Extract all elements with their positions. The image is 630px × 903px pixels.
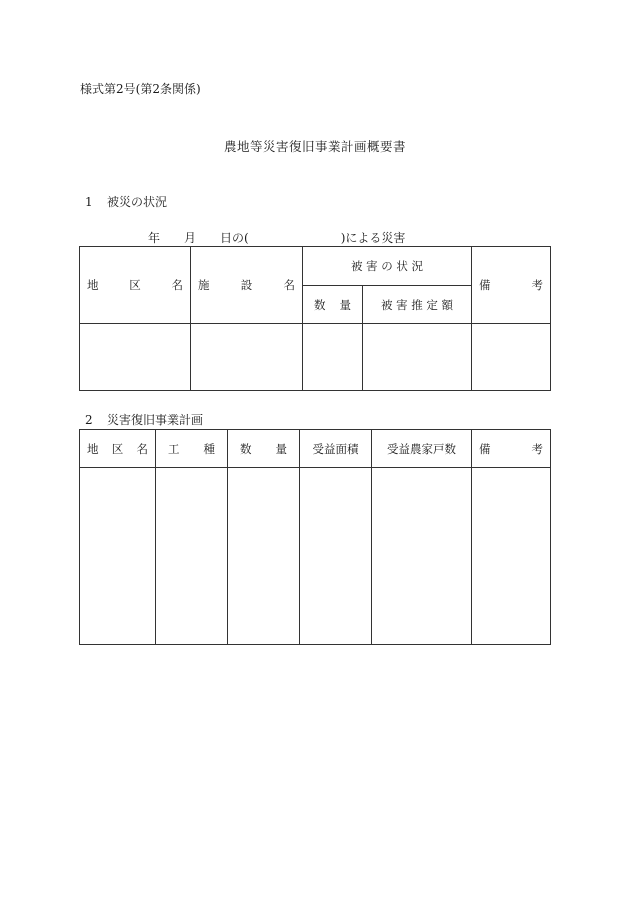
header-char: 工	[168, 441, 180, 456]
damage-status-table	[79, 246, 551, 391]
form-number: 様式第2号(第2条関係)	[80, 82, 201, 96]
header-damage-status-label: 被 害 の 状 況	[350, 259, 424, 273]
header-quantity	[228, 430, 300, 468]
header-char: 数	[314, 297, 326, 312]
section2-title: 災害復旧事業計画	[107, 413, 204, 427]
header-district	[80, 247, 191, 324]
header-char: 考	[531, 441, 543, 456]
header-benefit-area	[300, 430, 372, 468]
header-work-type	[156, 430, 228, 468]
cell-remarks-input[interactable]	[472, 468, 551, 645]
disaster-cause-suffix: )による災害	[340, 231, 406, 245]
header-facility	[191, 247, 303, 324]
header-quantity	[303, 286, 363, 324]
header-damage-status	[303, 247, 472, 286]
header-char: 量	[275, 441, 287, 456]
month-label: 月	[184, 231, 197, 245]
header-benefit-households-label: 受益農家戸数	[387, 441, 456, 456]
header-char: 区	[111, 441, 124, 456]
cell-estimated-damage-input[interactable]	[363, 324, 472, 391]
year-label: 年	[148, 231, 161, 245]
header-char: 地	[87, 278, 99, 292]
header-remarks	[472, 430, 551, 468]
section1-title: 被災の状況	[107, 195, 168, 209]
cell-work-type-input[interactable]	[156, 468, 228, 645]
header-remarks	[472, 247, 551, 324]
header-char: 数	[240, 441, 252, 456]
table-row	[80, 430, 551, 468]
header-char: 区	[129, 278, 141, 292]
cell-benefit-households-input[interactable]	[372, 468, 472, 645]
header-char: 設	[240, 278, 253, 292]
day-label: 日の(	[220, 231, 249, 245]
recovery-plan-table	[79, 429, 551, 645]
header-char: 考	[531, 278, 543, 292]
header-benefit-area-label: 受益面積	[312, 441, 359, 456]
header-benefit-households	[372, 430, 472, 468]
cell-quantity-input[interactable]	[303, 324, 363, 391]
table-row	[80, 468, 551, 645]
header-estimated-damage	[363, 286, 472, 324]
header-char: 名	[171, 278, 183, 292]
header-char: 施	[198, 278, 210, 292]
section2-number: 2	[85, 413, 93, 427]
cell-quantity-input[interactable]	[228, 468, 300, 645]
header-char: 備	[479, 441, 491, 456]
header-estimated-damage-label: 被 害 推 定 額	[380, 297, 454, 312]
cell-benefit-area-input[interactable]	[300, 468, 372, 645]
section2-heading	[85, 411, 203, 428]
header-char: 名	[283, 278, 295, 292]
header-char: 備	[479, 278, 491, 292]
cell-district-input[interactable]	[80, 468, 156, 645]
disaster-date-line	[148, 229, 405, 246]
header-char: 地	[87, 441, 99, 456]
header-char: 名	[136, 441, 148, 456]
document-title: 農地等災害復旧事業計画概要書	[223, 139, 406, 154]
cell-facility-input[interactable]	[191, 324, 303, 391]
header-char: 量	[339, 297, 351, 312]
header-char: 種	[203, 441, 215, 456]
cell-remarks-input[interactable]	[472, 324, 551, 391]
table-row	[80, 247, 551, 286]
header-district	[80, 430, 156, 468]
table-row	[80, 324, 551, 391]
section1-heading	[85, 193, 167, 210]
cell-district-input[interactable]	[80, 324, 191, 391]
section1-number: 1	[85, 195, 93, 209]
